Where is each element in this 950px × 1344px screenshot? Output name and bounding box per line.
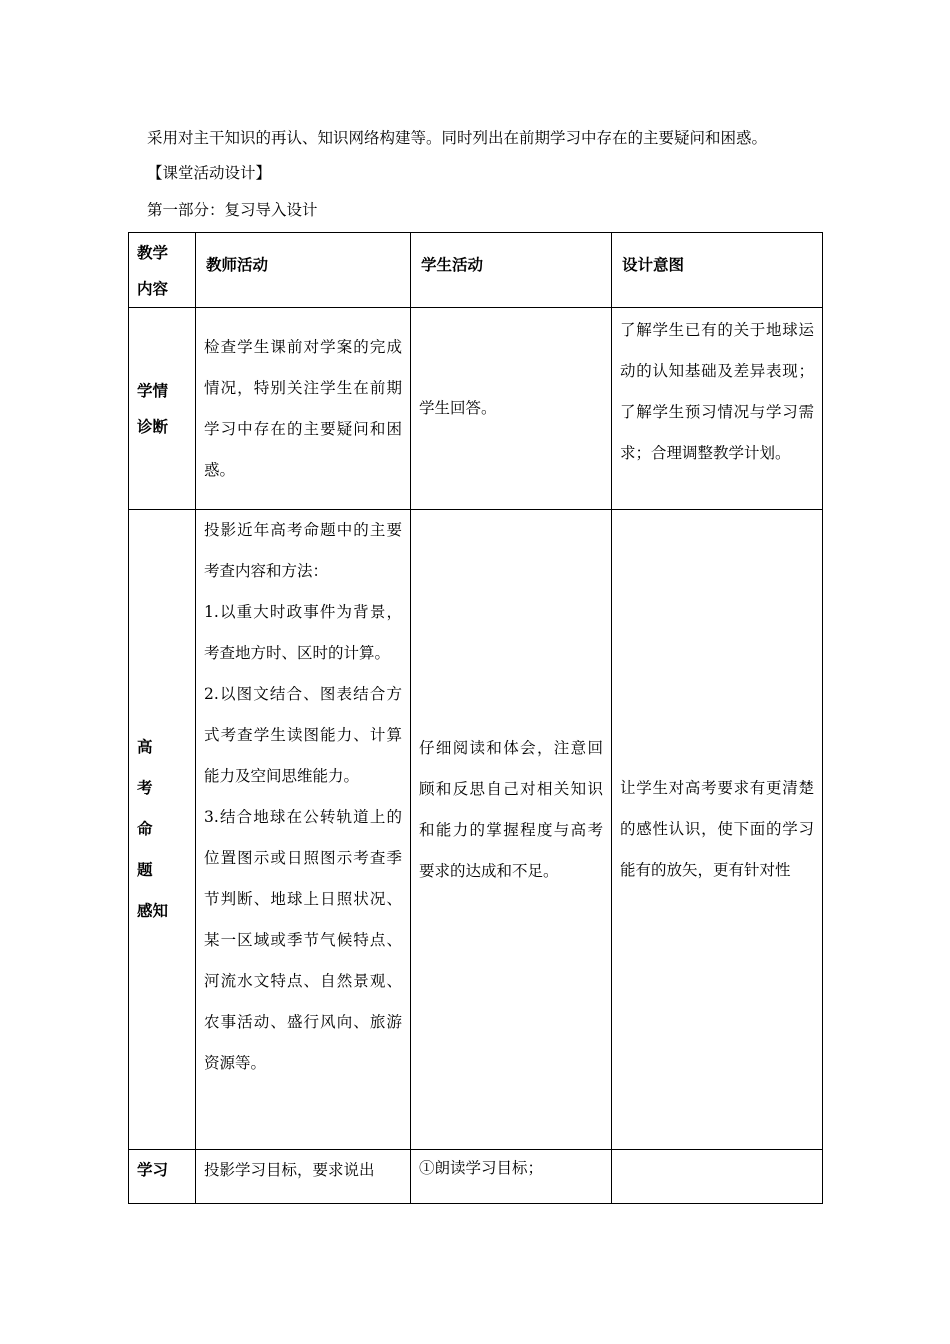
teacher-intro: 投影近年高考命题中的主要考查内容和方法： (204, 521, 402, 580)
header-student (411, 233, 612, 308)
row-student-text: 仔细阅读和体会，注意回顾和反思自己对相关知识和能力的掌握程度与高考要求的达成和不足。 (419, 738, 603, 880)
row-teacher-text: 检查学生课前对学案的完成情况，特别关注学生在前期学习中存在的主要疑问和困惑。 (204, 337, 402, 479)
row-content-line: 高考 (137, 738, 181, 797)
row-content-line: 学情 (137, 381, 169, 400)
header-content-line2: 内容 (137, 280, 169, 298)
header-content-line1: 教学 (137, 244, 169, 262)
row-content (129, 1150, 196, 1204)
row-intent (612, 1150, 823, 1204)
table-row (129, 510, 823, 1150)
row-content-line: 诊断 (137, 417, 169, 436)
row-content-line: 学习 (137, 1161, 169, 1179)
row-teacher (196, 308, 411, 510)
row-intent (612, 510, 823, 1150)
row-teacher (196, 510, 411, 1150)
row-content (129, 308, 196, 510)
teacher-item: 3.结合地球在公转轨道上的位置图示或日照图示考查季节判断、地球上日照状况、某一区域或季节气候特点、河流水文特点、自然景观、农事活动、盛行风向、旅游资源等。 (204, 808, 402, 1072)
header-content (129, 233, 196, 308)
row-content-line: 命题 (137, 820, 181, 879)
intro-paragraph: 采用对主干知识的再认、知识网络构建等。同时列出在前期学习中存在的主要疑问和困惑。 (147, 129, 768, 147)
row-intent (612, 308, 823, 510)
row-student (411, 1150, 612, 1204)
row-teacher-text: 投影学习目标，要求说出 (204, 1161, 375, 1179)
table-header-row (129, 233, 823, 308)
header-intent-label: 设计意图 (622, 256, 685, 274)
table-row (129, 1150, 823, 1204)
header-teacher-label: 教师活动 (206, 256, 269, 274)
header-teacher (196, 233, 411, 308)
row-teacher (196, 1150, 411, 1204)
row-content-line: 感知 (137, 902, 169, 920)
header-intent (612, 233, 823, 308)
row-student-text: ①朗读学习目标； (419, 1159, 544, 1177)
row-student-text: 学生回答。 (419, 399, 497, 417)
row-content (129, 510, 196, 1150)
activity-design-table (128, 232, 823, 1204)
table-row (129, 308, 823, 510)
section-heading: 【课堂活动设计】 (147, 164, 272, 182)
row-student (411, 308, 612, 510)
row-intent-text: 让学生对高考要求有更清楚的感性认识，使下面的学习能有的放矢，更有针对性 (620, 779, 814, 879)
row-intent-text: 了解学生已有的关于地球运动的认知基础及差异表现；了解学生预习情况与学习需求；合理调整教学计划。 (620, 321, 814, 462)
teacher-item: 1.以重大时政事件为背景，考查地方时、区时的计算。 (204, 603, 402, 662)
teacher-item: 2.以图文结合、图表结合方式考查学生读图能力、计算能力及空间思维能力。 (204, 685, 402, 785)
part-heading: 第一部分：复习导入设计 (147, 201, 318, 219)
row-student (411, 510, 612, 1150)
header-student-label: 学生活动 (421, 256, 484, 274)
